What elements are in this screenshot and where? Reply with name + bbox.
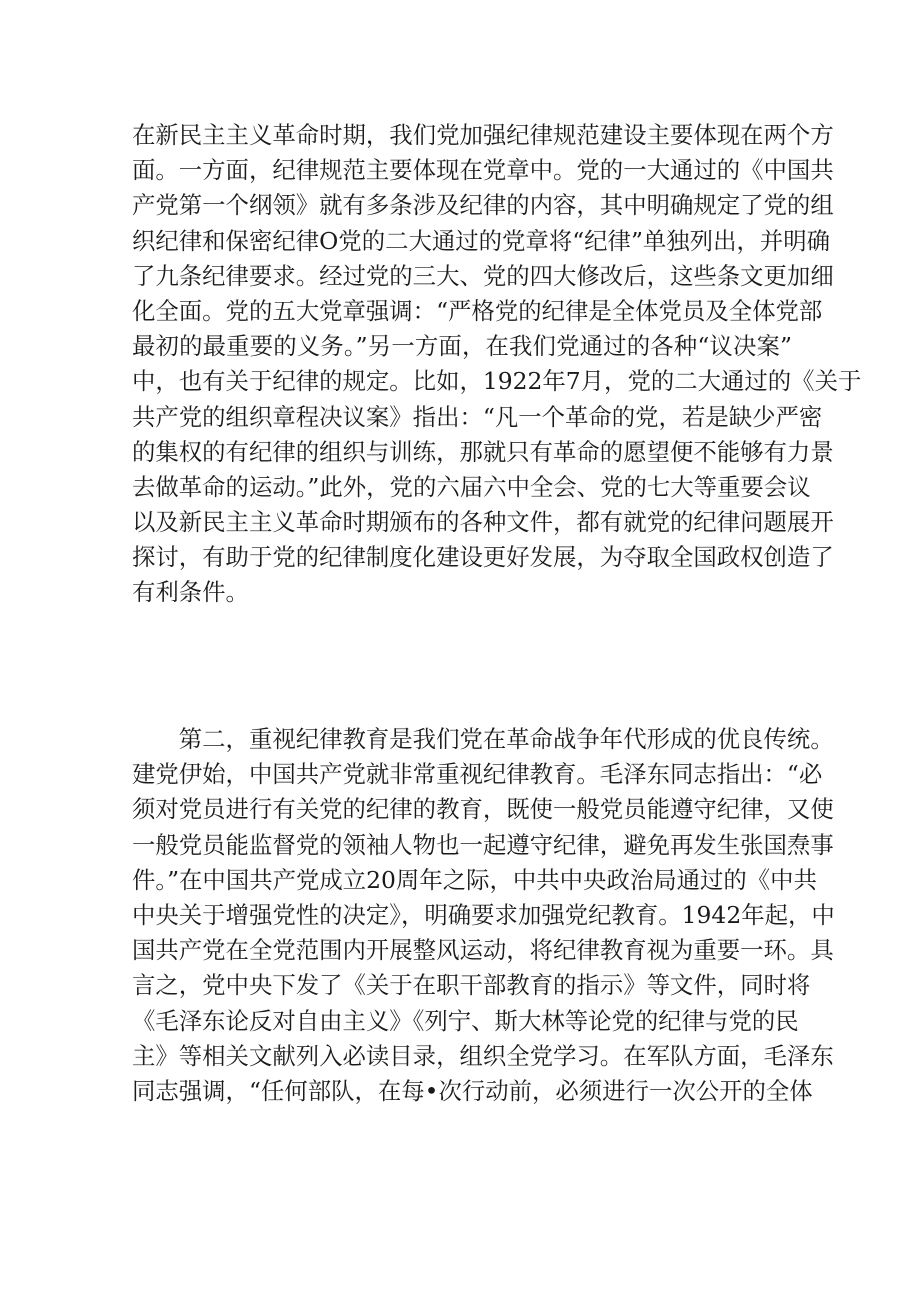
paragraph-line: 以及新民主主义革命时期颁布的各种文件，都有就党的纪律问题展开: [132, 508, 834, 537]
paragraph-line: 最初的最重要的义务。”另一方面，在我们党通过的各种“议决案”: [132, 332, 792, 361]
paragraph-line: 中，也有关于纪律的规定。比如，1922年7月，党的二大通过的《关于: [132, 367, 862, 396]
paragraph-line: 共产党的组织章程决议案》指出：“凡一个革命的党，若是缺少严密: [132, 402, 823, 431]
paragraph-line: 《毛泽东论反对自由主义》《列宁、斯大林等论党的纪律与党的民: [132, 1006, 799, 1035]
paragraph-line: 第二，重视纪律教育是我们党在革命战争年代形成的优良传统。: [132, 725, 834, 753]
paragraph-line: 产党第一个纲领》就有多条涉及纪律的内容，其中明确规定了党的组: [132, 191, 834, 220]
paragraph-line: 了九条纪律要求。经过党的三大、党的四大修改后，这些条文更加细: [132, 261, 834, 290]
paragraph-line: 同志强调，“任何部队，在每•次行动前，必须进行一次公开的全体: [132, 1076, 813, 1105]
paragraph-line: 化全面。党的五大党章强调：“严格党的纪律是全体党员及全体党部: [132, 296, 823, 325]
paragraph-line: 一般党员能监督党的领袖人物也一起遵守纪律，避免再发生张国焘事: [132, 830, 834, 859]
paragraph-line: 在新民主主义革命时期，我们党加强纪律规范建设主要体现在两个方: [132, 121, 834, 149]
paragraph-line: 有利条件。: [132, 578, 249, 607]
paragraph-line: 织纪律和保密纪律O党的二大通过的党章将“纪律”单独列出，并明确: [132, 226, 831, 255]
paragraph-line: 须对党员进行有关党的纪律的教育，既使一般党员能遵守纪律，又使: [132, 795, 834, 824]
paragraph-line: 建党伊始，中国共产党就非常重视纪律教育。毛泽东同志指出：“必: [132, 760, 823, 789]
paragraph-line: 件。”在中国共产党成立20周年之际，中共中央政治局通过的《中共: [132, 865, 817, 894]
paragraph-1: [132, 118, 862, 611]
paragraph-line: 去做革命的运动。”此外，党的六届六中全会、党的七大等重要会议: [132, 472, 811, 501]
paragraph-line: 言之，党中央下发了《关于在职干部教育的指示》等文件，同时将: [132, 971, 811, 1000]
paragraph-line: 主》等相关文献列入必读目录，组织全党学习。在军队方面，毛泽东: [132, 1041, 834, 1070]
paragraph-line: 的集权的有纪律的组织与训练，那就只有革命的愿望便不能够有力景: [132, 437, 834, 466]
paragraph-line: 中央关于增强党性的决定》，明确要求加强党纪教育。1942年起，中: [132, 900, 835, 929]
paragraph-line: 国共产党在全党范围内开展整风运动，将纪律教育视为重要一环。具: [132, 936, 834, 965]
paragraph-2: [132, 722, 835, 1109]
paragraph-line: 探讨，有助于党的纪律制度化建设更好发展，为夺取全国政权创造了: [132, 543, 834, 572]
paragraph-line: 面。一方面，纪律规范主要体现在党章中。党的一大通过的《中国共: [132, 156, 834, 185]
